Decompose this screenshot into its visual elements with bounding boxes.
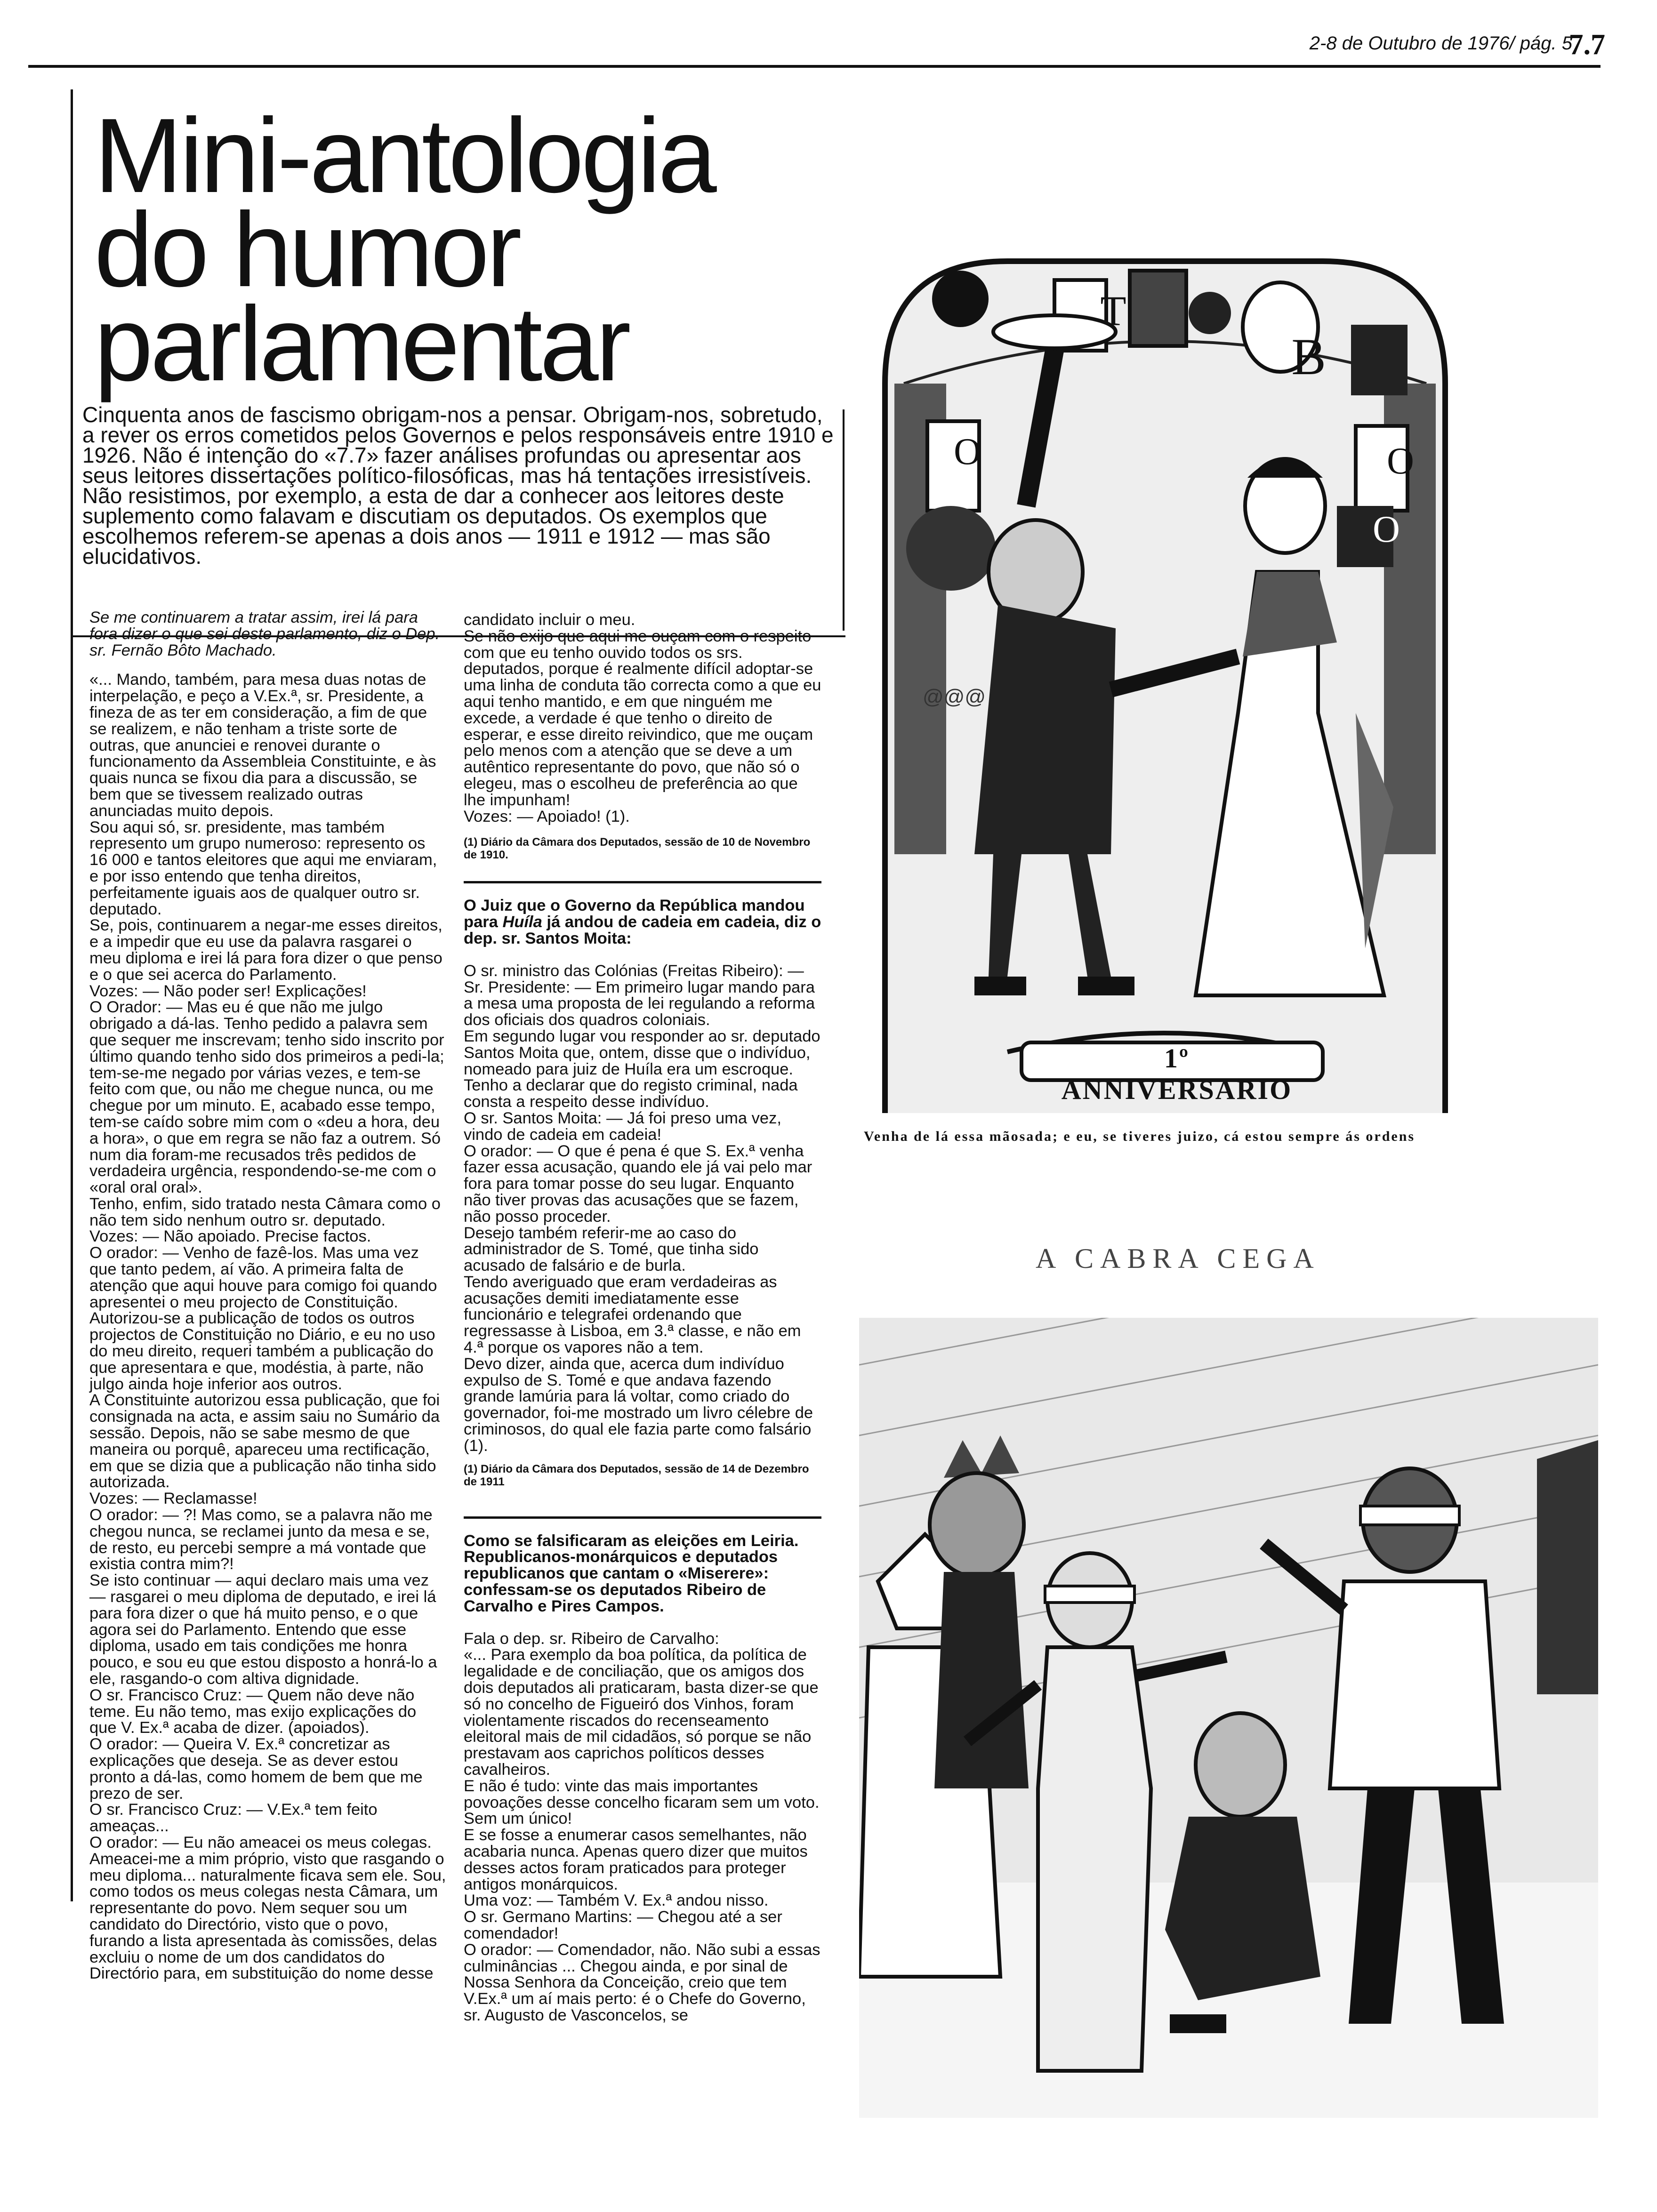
paragraph: Se isto continuar — aqui declaro mais uma vez — rasgarei o meu diploma de deputado, e irei lá para fora dizer o que há muito penso, e o que agora sei do Parlamento. Entendo que esse diploma, usado em tais condições me honra pouco, e sou eu que estou disposto a honrá-lo a ele, rasgando-o com altiva dignidade. — [89, 1571, 437, 1688]
paragraph: O orador: — Queira V. Ex.ª concretizar as explicações que deseja. Se as dever estou pronto a dá-las, como homem de bem que me prezo de ser. — [89, 1735, 423, 1803]
paragraph: Uma voz: — Também V. Ex.ª andou nisso. — [464, 1891, 769, 1910]
section2-footnote: (1) Diário da Câmara dos Deputados, sessão de 14 de Dezembro de 1911 — [464, 1462, 809, 1488]
paragraph: O Orador: — Mas eu é que não me julgo obrigado a dá-las. Tenho pedido a palavra sem que sequer me inscrevam; tenho sido inscrito por último quando tenho sido dos primeiros a pedi-la; tem-se-me negado por várias vezes, e tem-se feito com que, ou não me chegue nunca, ou me chegue por um minuto. E, acabado esse tempo, tem-se caído sobre mim com o «deu a hora, deu a hora», o que em regra se não faz a outrem. Só num dia foram-me recusados três pedidos de verdadeira urgência, respondendo-se-me com o «oral oral oral». — [89, 998, 444, 1197]
section3-body — [464, 1631, 821, 2024]
anniversary-drawing — [866, 242, 1464, 1113]
lantern-letter-t: T — [1100, 288, 1126, 335]
section2-body — [464, 963, 821, 1454]
paragraph: E não é tudo: vinte das mais importantes povoações desse concelho ficaram sem um voto. Sem um único! — [464, 1777, 820, 1828]
col1-lead: Se me continuarem a tratar assim, irei lá para fora dizer o que sei deste parlamento, diz o Dep. sr. Fernão Bôto Machado. — [89, 609, 440, 659]
magazine-logo: 7.7 — [1569, 29, 1605, 61]
lantern-letter-o: O — [954, 431, 981, 473]
paragraph: «... Para exemplo da boa política, da política de legalidade e de conciliação, que os amigos dos dois deputados ali praticaram, basta dizer-se que só no concelho de Figueiró dos Vinhos, foram violentamente riscados do recenseamento eleitoral mais de mil cidadãos, só porque se não prestavam aos caprichos políticos desses cavalheiros. — [464, 1646, 819, 1779]
paragraph: Vozes: — Não apoiado. Precise factos. — [89, 1227, 371, 1246]
paragraph: O orador: — Eu não ameacei os meus colegas. Ameacei-me a mim próprio, visto que rasgando o meu diploma... naturalmente ficava sem ele. Sou, como todos os meus colegas nesta Câmara, um representante do povo. Nem sequer sou um candidato do Directório, visto que o povo, furando a lista apresentada às comissões, delas excluiu o nome de um dos candidatos do Directório para, em substituição do nome desse — [89, 1833, 446, 1983]
dateline: 2-8 de Outubro de 1976/ pág. 5 — [1309, 33, 1572, 54]
paragraph: O sr. ministro das Colónias (Freitas Ribeiro): — Sr. Presidente: — Em primeiro lugar mando para a mesa uma proposta de lei regulando a reforma dos oficiais dos quadros coloniais. — [464, 962, 815, 1029]
paragraph: Se, pois, continuarem a negar-me esses direitos, e a impedir que eu use da palavra rasgarei o meu diploma e irei lá para fora dizer o que penso e o que sei acerca do Parlamento. — [89, 916, 442, 984]
paragraph: Devo dizer, ainda que, acerca dum indivíduo expulso de S. Tomé e que andava fazendo grande lamúria para lá voltar, como criado do governador, foi-me mostrado um livro célebre de criminosos, do qual ele fazia parte como falsário (1). — [464, 1354, 813, 1455]
section2-heading-place: Huíla — [502, 913, 542, 931]
paragraph: Fala o dep. sr. Ribeiro de Carvalho: — [464, 1629, 719, 1648]
anniversary-banner: 1º ANNIVERSARIO — [1061, 1043, 1293, 1105]
left-column-rule — [71, 89, 73, 1901]
section-rule — [464, 1516, 821, 1519]
section3-heading: Como se falsificaram as eleições em Leiria. Republicanos-monárquicos e deputados republicanos que cantam o «Miserere»: confessam-se os deputados Ribeiro de Carvalho e Pires Campos. — [464, 1531, 799, 1615]
paragraph: O sr. Francisco Cruz: — V.Ex.ª tem feito ameaças... — [89, 1801, 378, 1835]
paragraph: O orador: — Comendador, não. Não subi a essas culminâncias ... Chegou ainda, e por sinal de Nossa Senhora da Conceição, creio que tem V.Ex.ª um aí mais perto: é o Chefe do Governo, sr. Augusto de Vasconcelos, se — [464, 1940, 820, 2024]
paragraph: Tendo averiguado que eram verdadeiras as acusações demiti imediatamente esse funcionário e telegrafei ordenando que regressasse à Lisboa, em 3.ª classe, e não em 4.ª porque os vapores não a tem. — [464, 1273, 801, 1357]
cabra-cega-title: A CABRA CEGA — [1036, 1243, 1320, 1274]
paragraph: candidato incluir o meu. — [464, 611, 635, 629]
paragraph: Vozes: — Não poder ser! Explicações! — [89, 982, 367, 1000]
paragraph: O sr. Santos Moita: — Já foi preso uma vez, vindo de cadeia em cadeia! — [464, 1109, 781, 1144]
paragraph: Em segundo lugar vou responder ao sr. deputado Santos Moita que, ontem, disse que o indivíduo, nomeado para juiz de Huíla era um escroque. Tenho a declarar que do registo criminal, nada consta a respeito desse indivíduo. — [464, 1027, 820, 1111]
paragraph: O orador: — Venho de fazê-los. Mas uma vez que tanto pedem, aí vão. A primeira falta de atenção que aqui houve para comigo foi quando apresentei o meu projecto de Constituição. Autorizou-se a publicação de todos os outros projectos de Constituição no Diário, e eu no uso do meu direito, requeri também a publicação do que apresentara e que, modéstia, à parte, não julgo ainda hoje inferior aos outros. — [89, 1244, 437, 1393]
paragraph: Vozes: — Reclamasse! — [89, 1490, 257, 1508]
cabra-cega-drawing — [859, 1318, 1598, 2118]
lantern-letter-b: B — [1291, 328, 1326, 385]
lantern-letter-o-lower: O — [1373, 509, 1400, 550]
paragraph: A Constituinte autorizou essa publicação, que foi consignada na acta, e assim saiu no Sumário da sessão. Depois, não se sabe mesmo de que maneira ou porquê, apareceu uma rectificação, em que se dizia que a publicação não tinha sido autorizada. — [89, 1391, 440, 1491]
paragraph: Se não exijo que aqui me ouçam com o respeito com que eu tenho ouvido todos os srs. deputados, porque é realmente difícil adoptar-se uma linha de conduta tão correcta como a que eu aqui tenho mantido, e em que ninguém me excede, a verdade é que tenho o direito de esperar, e esse direito reivindico, que me ouçam pelo menos com a atenção que se deve a um autêntico representante do povo, que não só o elegeu, mas o escolheu de preferência ao que lhe impunham! — [464, 627, 821, 809]
column-1 — [89, 609, 447, 1982]
article-intro: Cinquenta anos de fascismo obrigam-nos a pensar. Obrigam-nos, sobretudo, a rever os erros cometidos pelos Governos e pelos responsáveis entre 1910 e 1926. Não é intenção do «7.7» fazer análises profundas ou apresentar aos seus leitores dissertações político-filosóficas, mas há tentações irresistíveis. Não resistimos, por exemplo, a esta de dar a conhecer aos leitores deste suplemento como falavam e discutiam os deputados. Os exemplos que escolhemos referem-se apenas a dois anos — 1911 e 1912 — mas são elucidativos. — [82, 402, 834, 569]
anniversary-caption: Venha de lá essa mãosada; e eu, se tiveres juizo, cá estou sempre ás ordens — [864, 1129, 1416, 1144]
section2-heading-b: já andou de cadeia em cadeia, diz o dep. sr. Santos Moita: — [464, 913, 821, 947]
paragraph: O sr. Francisco Cruz: — Quem não deve não teme. Eu não temo, mas exijo explicações do que V. Ex.ª acaba de dizer. (apoiados). — [89, 1686, 417, 1737]
paragraph: O sr. Germano Martins: — Chegou até a ser comendador! — [464, 1908, 782, 1942]
column-2 — [464, 612, 821, 2024]
cabra-cega-illustration — [859, 1318, 1598, 2118]
paragraph: Vozes: — Apoiado! (1). — [464, 807, 630, 825]
paragraph: Sou aqui só, sr. presidente, mas também represento um grupo numeroso: represento os 16 000 e tantos eleitores que aqui me enviaram, e por isso entendo que tenha direitos, perfeitamente iguais aos de qualquer outro sr. deputado. — [89, 818, 437, 918]
svg-text:@@@: @@@ — [923, 685, 986, 708]
paragraph: Desejo também referir-me ao caso do administrador de S. Tomé, que tinha sido acusado de falsário e de burla. — [464, 1224, 759, 1275]
header-rule — [28, 65, 1601, 68]
paragraph: Tenho, enfim, sido tratado nesta Câmara como o não tem sido nenhum outro sr. deputado. — [89, 1194, 441, 1229]
article-title: Mini-antologia do humor parlamentar — [94, 96, 714, 403]
col1-body — [89, 672, 447, 1982]
col2-footnote: (1) Diário da Câmara dos Deputados, sessão de 10 de Novembro de 1910. — [464, 836, 811, 862]
lantern-letter-o-right: O — [1387, 441, 1414, 482]
anniversary-illustration — [866, 242, 1464, 1113]
intro-box-rule — [843, 409, 845, 631]
section2-heading-a: O Juiz que o Governo da República mandou para — [464, 897, 805, 931]
section-rule — [464, 881, 821, 883]
paragraph: «... Mando, também, para mesa duas notas de interpelação, e peço a V.Ex.ª, sr. Presidente, a fineza de as ter em consideração, a fim de que se realizem, e não tenham a triste sorte de outras, que anunciei e renovei durante o funcionamento da Assembleia Constituinte, e às quais nunca se fixou dia para a discussão, se bem que se tivessem realizado outras anunciadas muito depois. — [89, 671, 436, 820]
paragraph: E se fosse a enumerar casos semelhantes, não acabaria nunca. Apenas quero dizer que muitos desses actos foram praticados para proteger antigos monárquicos. — [464, 1826, 808, 1893]
section2-heading — [464, 898, 821, 946]
paragraph: O orador: — ?! Mas como, se a palavra não me chegou nunca, se reclamei junto da mesa e se, de resto, eu percebi sempre a má vontade que existia contra mim?! — [89, 1506, 433, 1573]
col2-body — [464, 612, 821, 825]
paragraph: O orador: — O que é pena é que S. Ex.ª venha fazer essa acusação, quando ele já vai pelo mar fora para tomar posse do seu lugar. Enquanto não tiver provas das acusações que se fazem, não posso proceder. — [464, 1142, 812, 1226]
